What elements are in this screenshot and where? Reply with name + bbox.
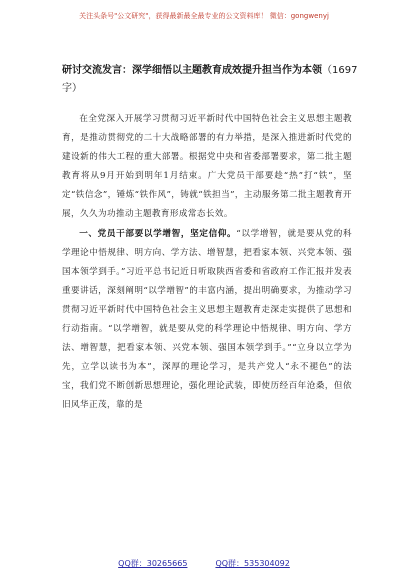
section-one-heading: 一、党员干部要以学增智，坚定信仰。 [79, 228, 237, 239]
footer [0, 557, 408, 571]
document-body [62, 110, 352, 416]
top-banner [0, 8, 408, 24]
banner-text: 关注头条号"公文研究"，获得最新最全最专业的公文资料库！ 微信：gongwenyj [79, 12, 329, 20]
word-count: （1697字） [62, 65, 358, 94]
footer-qq-group-2[interactable]: QQ群：535304092 [215, 559, 290, 568]
section-one-paragraph [62, 225, 352, 416]
footer-qq-group-1[interactable]: QQ群：30265665 [118, 559, 188, 568]
section-one-text: “以学增智，就是要从党的科学理论中悟规律、明方向、学方法、增智慧，把看家本领、兴党本领、强国本领学到手。”习近平总书记近日听取陕西省委和省政府工作汇报并发表重要讲话，深刻阐明“以学增智”的丰富内涵，提出明确要求，为推动学习贯彻习近平新时代中国特色社会主义思想主题教育走深走实提供了思想和行动指南。“以学增智，就是要从党的科学理论中悟规律、明方向、学方法、增智慧，把看家本领、兴党本领、强国本领学到手。”“立身以立学为先，立学以读书为本”，深厚的理论学习，是共产党人“永不褪色”的法宝，我们党不断创新思想理论，强化理论武装，即使历经百年沧桑，但依旧风华正茂，靠的是 [62, 228, 352, 411]
document-title [62, 62, 358, 98]
title-text: 研讨交流发言：深学细悟以主题教育成效提升担当作为本领 [62, 65, 322, 76]
intro-paragraph: 在全党深入开展学习贯彻习近平新时代中国特色社会主义思想主题教育，是推动贯彻党的二十大战略部署的有力举措，是深入推进新时代党的建设新的伟大工程的重大部署。根据党中央和省委部署要求，第二批主题教育将从9月开始到明年1月结束。广大党员干部要趁“热”打“铁”，坚定“铁信念”，锤炼“铁作风”，铸就“铁担当”，主动服务第二批主题教育开展，久久为功推动主题教育形成常态长效。 [62, 114, 352, 220]
